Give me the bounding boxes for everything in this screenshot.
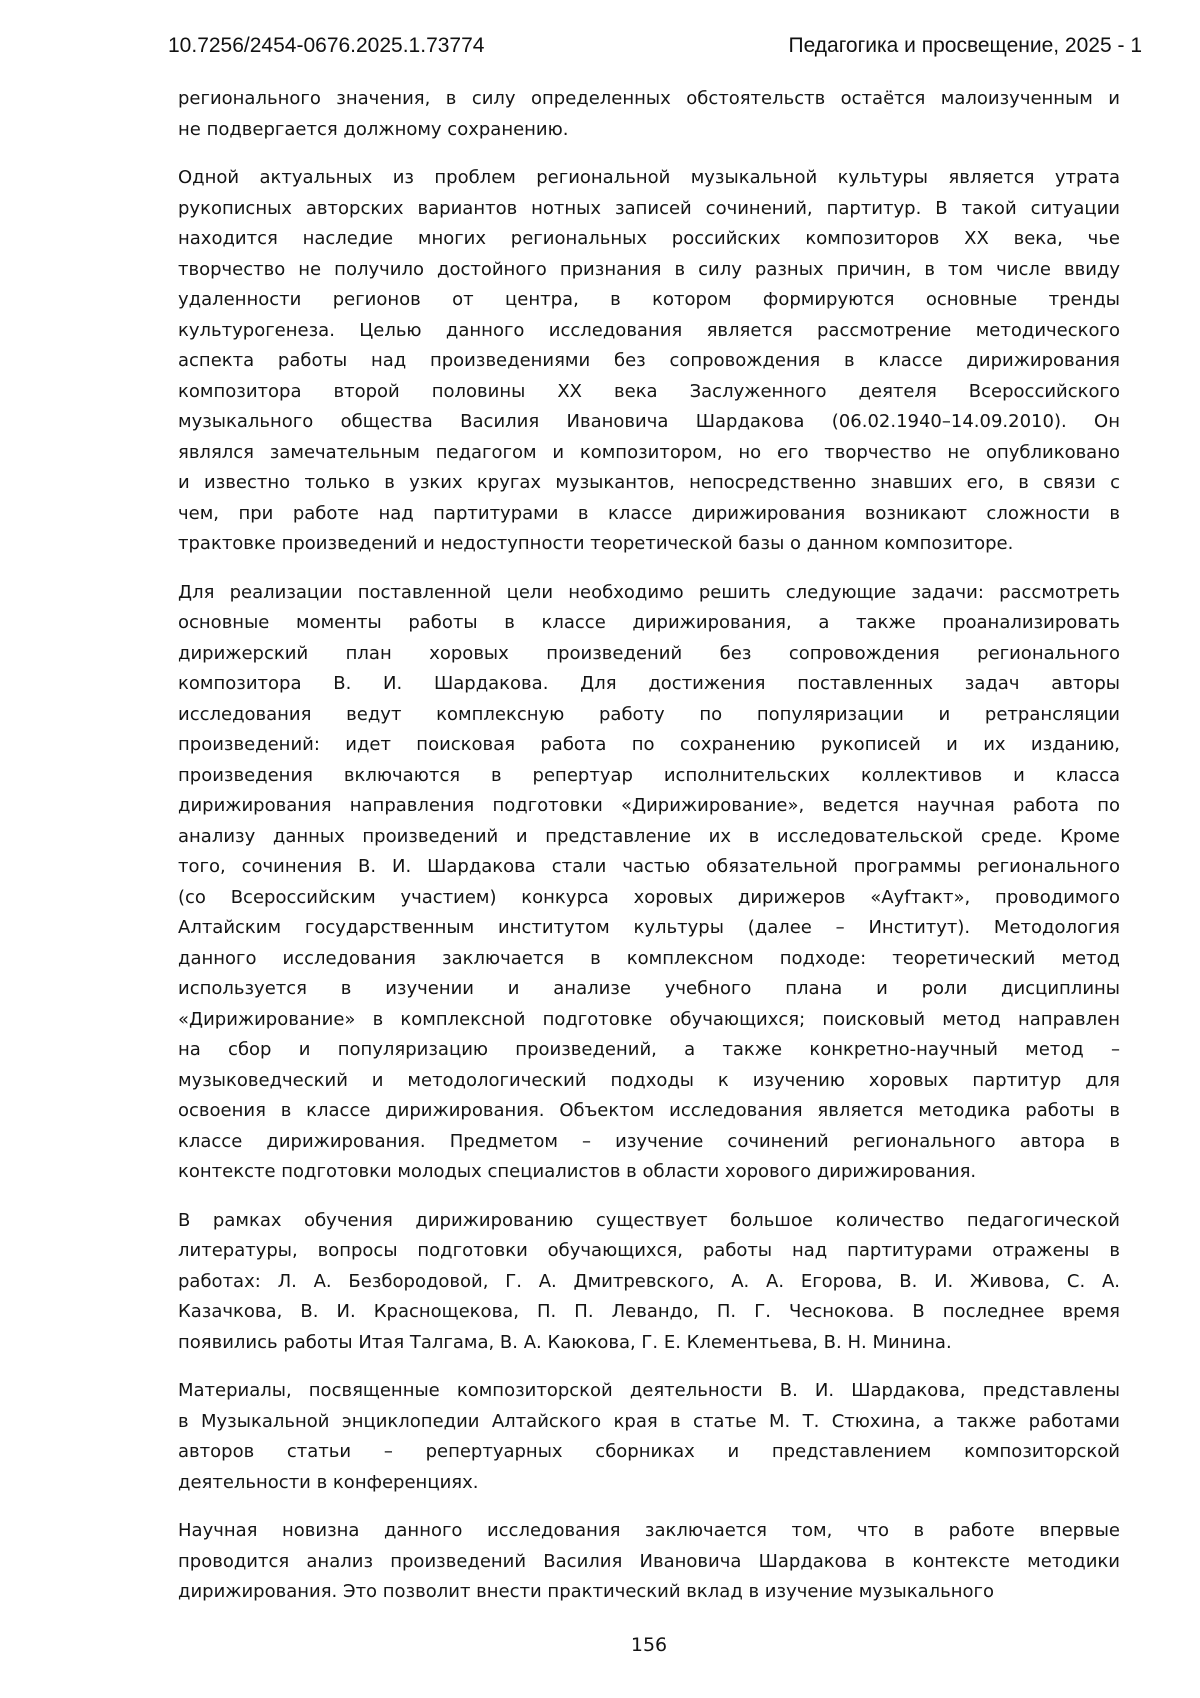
paragraph <box>178 1516 1120 1608</box>
paragraph-line: творчество не получило достойного признания в силу разных причин, в том числе ввиду <box>178 258 1120 280</box>
paragraph-line: произведений: идет поисковая работа по сохранению рукописей и их изданию, <box>178 734 1120 755</box>
paragraph <box>178 578 1120 1188</box>
paragraph-line: используется в изучении и анализе учебного плана и роли дисциплины <box>178 978 1120 999</box>
paragraph-line: появились работы Итая Талгама, В. А. Каюкова, Г. Е. Клементьева, В. Н. Минина. <box>178 1331 952 1353</box>
page-footer <box>178 1634 1120 1656</box>
paragraph-line: анализу данных произведений и представление их в исследовательской среде. Кроме <box>178 825 1120 847</box>
paragraph-line: аспекта работы над произведениями без сопровождения в классе дирижирования <box>178 350 1120 371</box>
paragraph-line: трактовке произведений и недоступности теоретической базы о данном композиторе. <box>178 533 1014 554</box>
paragraph-line: находится наследие многих региональных российских композиторов XX века, чье <box>178 228 1120 249</box>
paragraph-line: музыкального общества Василия Ивановича Шардакова (06.02.1940–14.09.2010). Он <box>178 411 1120 432</box>
paragraph-line: основные моменты работы в классе дирижирования, а также проанализировать <box>178 612 1120 633</box>
paragraph-line: дирижирования. Это позволит внести практический вклад в изучение музыкального <box>178 1581 994 1602</box>
paragraph-line: (со Всероссийским участием) конкурса хоровых дирижеров «Ауfтакт», проводимого <box>178 886 1120 908</box>
paragraph <box>178 1376 1120 1498</box>
page-number: 156 <box>630 1634 668 1656</box>
paragraph-line: удаленности регионов от центра, в котором формируются основные тренды <box>178 289 1120 310</box>
paragraph-line: культурогенеза. Целью данного исследования является рассмотрение методического <box>178 319 1120 341</box>
paragraph-line: работах: Л. А. Безбородовой, Г. А. Дмитревского, А. А. Егорова, В. И. Живова, С. А. <box>178 1270 1120 1292</box>
paragraph-line: того, сочинения В. И. Шардакова стали частью обязательной программы регионального <box>178 856 1120 877</box>
paragraph-line: Алтайским государственным институтом культуры (далее – Институт). Методология <box>178 917 1120 938</box>
paragraph-line: литературы, вопросы подготовки обучающихся, работы над партитурами отражены в <box>178 1240 1120 1261</box>
paragraph-line: рукописных авторских вариантов нотных записей сочинений, партитур. В такой ситуации <box>178 197 1120 219</box>
journal-title: Педагогика и просвещение, 2025 - 1 <box>788 34 1142 57</box>
paragraph-line: Одной актуальных из проблем региональной музыкальной культуры является утрата <box>178 167 1120 188</box>
paragraph <box>178 84 1120 145</box>
running-header <box>168 34 1142 58</box>
paragraph-line: произведения включаются в репертуар исполнительских коллективов и класса <box>178 764 1120 786</box>
doi-text: 10.7256/2454-0676.2025.1.73774 <box>168 34 485 57</box>
paragraph-line: Казачкова, В. И. Краснощекова, П. П. Левандо, П. Г. Чеснокова. В последнее время <box>178 1301 1120 1322</box>
paragraph-line: не подвергается должному сохранению. <box>178 118 569 140</box>
paragraph-line: дирижирования направления подготовки «Дирижирование», ведется научная работа по <box>178 795 1120 816</box>
paragraph <box>178 163 1120 560</box>
paragraph-line: Материалы, посвященные композиторской деятельности В. И. Шардакова, представлены <box>178 1380 1120 1401</box>
paragraph-line: чем, при работе над партитурами в классе дирижирования возникают сложности в <box>178 502 1120 524</box>
paragraph-line: авторов статьи – репертуарных сборниках и представлением композиторской <box>178 1441 1120 1462</box>
paragraph-line: дирижерский план хоровых произведений без сопровождения регионального <box>178 642 1120 664</box>
paragraph-line: Для реализации поставленной цели необходимо решить следующие задачи: рассмотреть <box>178 581 1120 603</box>
paragraph-line: исследования ведут комплексную работу по популяризации и ретрансляции <box>178 703 1120 725</box>
paragraph-line: регионального значения, в силу определенных обстоятельств остаётся малоизученным и <box>178 88 1120 109</box>
paragraph-line: композитора В. И. Шардакова. Для достижения поставленных задач авторы <box>178 673 1120 694</box>
paragraph-line: «Дирижирование» в комплексной подготовке обучающихся; поисковый метод направлен <box>178 1008 1120 1030</box>
paragraph-line: классе дирижирования. Предметом – изучение сочинений регионального автора в <box>178 1130 1120 1152</box>
paragraph-line: являлся замечательным педагогом и композитором, но его творчество не опубликовано <box>178 441 1120 463</box>
paragraph-line: контексте подготовки молодых специалистов в области хорового дирижирования. <box>178 1161 977 1182</box>
paragraph-line: музыковедческий и методологический подходы к изучению хоровых партитур для <box>178 1069 1120 1091</box>
paragraph-line: композитора второй половины XX века Заслуженного деятеля Всероссийского <box>178 380 1120 402</box>
paragraph-line: и известно только в узких кругах музыкантов, непосредственно знавших его, в связи с <box>178 472 1120 493</box>
paragraph <box>178 1206 1120 1359</box>
article-body <box>178 84 1120 1608</box>
paragraph-line: в Музыкальной энциклопедии Алтайского края в статье М. Т. Стюхина, а также работами <box>178 1410 1120 1432</box>
paragraph-line: проводится анализ произведений Василия Ивановича Шардакова в контексте методики <box>178 1550 1120 1572</box>
paragraph-line: деятельности в конференциях. <box>178 1471 479 1493</box>
paragraph-line: освоения в классе дирижирования. Объектом исследования является методика работы в <box>178 1100 1120 1121</box>
paragraph-line: на сбор и популяризацию произведений, а также конкретно-научный метод – <box>178 1039 1120 1060</box>
paragraph-line: данного исследования заключается в комплексном подходе: теоретический метод <box>178 947 1120 969</box>
paragraph-line: В рамках обучения дирижированию существует большое количество педагогической <box>178 1209 1120 1231</box>
paragraph-line: Научная новизна данного исследования заключается том, что в работе впервые <box>178 1520 1120 1541</box>
